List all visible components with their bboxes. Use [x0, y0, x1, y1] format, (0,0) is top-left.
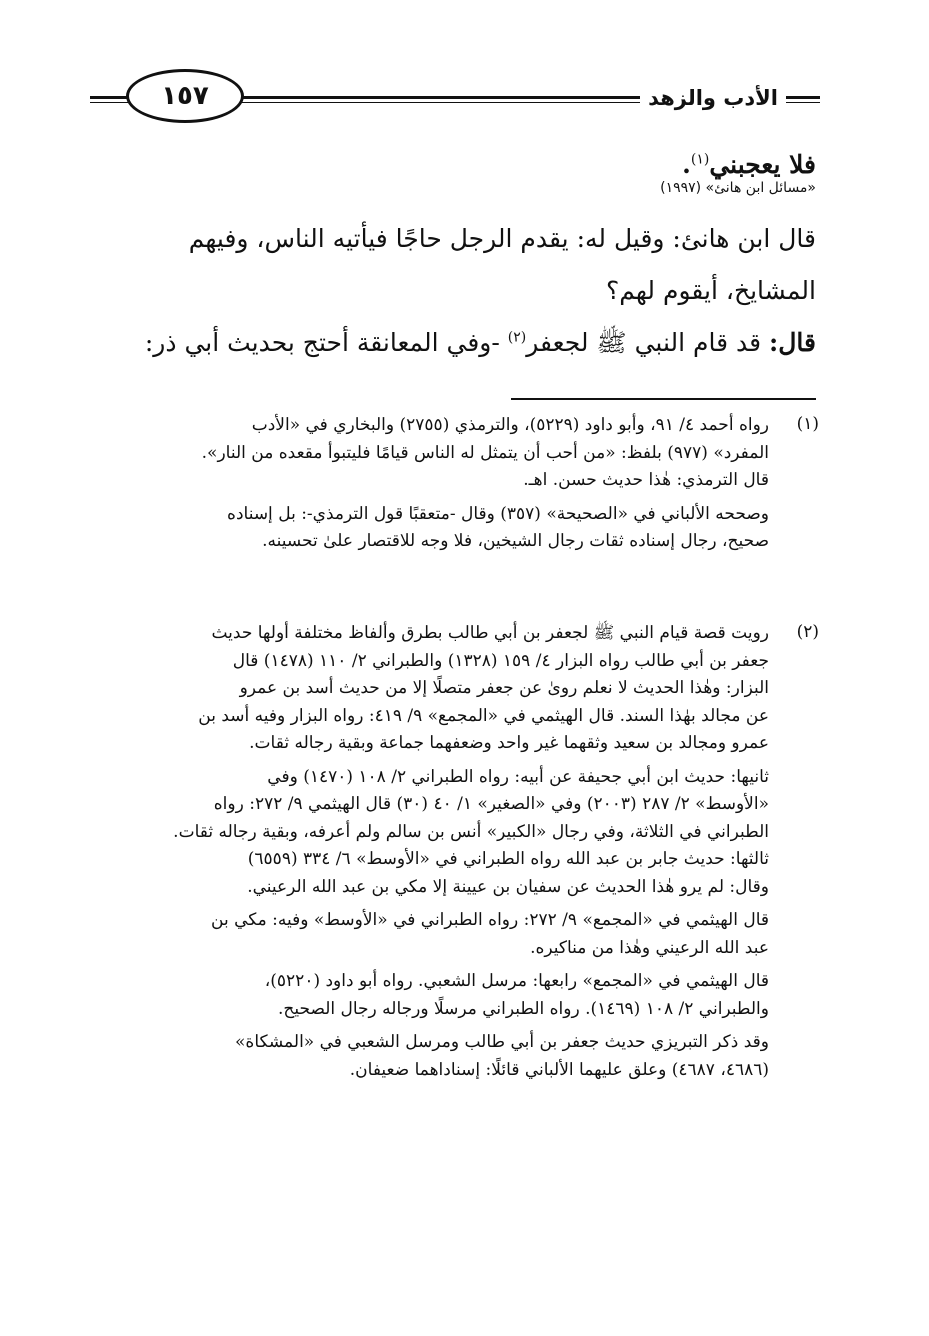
footnote-2-line: البزار: وهٰذا الحديث لا نعلم روىٰ عن جعفر متصلًا إلا من حديث أسد بن عمرو	[239, 678, 769, 698]
footnote-separator	[511, 398, 816, 400]
main-para-3	[116, 318, 816, 368]
footnote-1-number: (١)	[796, 414, 819, 434]
main-line-1-text: فلا يعجبني	[709, 150, 816, 179]
footnote-1-line: المفرد» (٩٧٧) بلفظ: «من أحب أن يتمثل له الناس قيامًا فليتبوأ مقعده من النار».	[201, 442, 769, 463]
footnote-2-line: عبد الله الرعيني وهٰذا من مناكيره.	[530, 937, 769, 958]
footnote-2-line: قال الهيثمي في «المجمع» رابعها: مرسل الشعبي. رواه أبو داود (٥٢٢٠)،	[264, 971, 769, 991]
footnote-2-line: الطبراني في الثلاثة، وفي رجال «الكبير» أنس بن سالم ولم أعرفه، وبقية رجاله ثقات.	[173, 821, 769, 842]
footnote-2-line: عمرو ومجالد بن سعيد وثقهما غير واحد وضعفهما جماعة وبقية رجاله ثقات.	[249, 733, 769, 753]
footnote-2-line: ثالثها: حديث جابر بن عبد الله رواه الطبراني في «الأوسط» ٦/ ٣٣٤ (٦٥٥٩)	[247, 849, 769, 869]
footnote-1-line: وصححه الألباني في «الصحيحة» (٣٥٧) وقال -متعقبًا قول الترمذي-: بل إسناده	[227, 503, 769, 524]
main-para-2-line-1: قال ابن هانئ: وقيل له: يقدم الرجل حاجًا فيأتيه الناس، وفيهم	[188, 224, 816, 253]
footnote-1-line: رواه أحمد ٤/ ٩١، وأبو داود (٥٢٢٩)، والترمذي (٢٧٥٥) والبخاري في «الأدب	[251, 415, 769, 435]
footnote-2-line: وقال: لم يرو هٰذا الحديث عن سفيان بن عيينة إلا مكي بن عبد الله الرعيني.	[247, 876, 769, 897]
footnote-2-line: ثانيها: حديث ابن أبي جحيفة عن أبيه: رواه الطبراني ٢/ ١٠٨ (١٤٧٠) وفي	[267, 766, 769, 787]
footnote-2-line: رويت قصة قيام النبي ﷺ لجعفر بن أبي طالب بطرق وألفاظ مختلفة أولها حديث	[211, 623, 769, 643]
footnote-1-line: قال الترمذي: هٰذا حديث حسن. اهـ.	[523, 470, 769, 490]
footnote-ref-2: (٢)	[507, 329, 527, 346]
footnote-2-line: عن مجالد بهٰذا السند. قال الهيثمي في «المجمع» ٩/ ٤١٩: رواه البزار وفيه أسد بن	[198, 705, 769, 726]
main-para-3-b: -وفي المعانقة أحتج بحديث أبي ذر:	[144, 328, 508, 357]
page-number-badge	[126, 69, 244, 123]
footnote-2	[111, 620, 769, 1084]
footnote-1	[111, 412, 769, 556]
footnote-ref-1: (١)	[690, 151, 710, 168]
footnote-2-number: (٢)	[796, 622, 819, 642]
footnote-2-line: «الأوسط» ٢/ ٢٨٧ (٢٠٠٣) وفي «الصغير» ١/ ٤٠ (٣٠) قال الهيثمي ٩/ ٢٧٢: رواه	[213, 794, 769, 814]
main-line-1-end: .	[682, 150, 691, 179]
footnote-2-line: وقد ذكر التبريزي حديث جعفر بن أبي طالب ومرسل الشعبي في «المشكاة»	[235, 1032, 769, 1052]
chapter-title: الأدب والزهد	[640, 81, 786, 115]
source-note: «مسائل ابن هانئ» (١٩٩٧)	[660, 180, 816, 196]
footnote-2-line: والطبراني ٢/ ١٠٨ (١٤٦٩). رواه الطبراني مرسلًا ورجاله رجال الصحيح.	[277, 998, 769, 1019]
page-header	[90, 72, 820, 124]
page-number: ١٥٧	[161, 81, 209, 111]
main-para-2-line-2: المشايخ، أيقوم لهم؟	[606, 276, 816, 305]
footnote-1-line: صحيح، رجال إسناده ثقات رجال الشيخين، فلا وجه للاقتصار علىٰ تحسينه.	[262, 531, 769, 551]
footnote-2-line: جعفر بن أبي طالب رواه البزار ٤/ ١٥٩ (١٣٢٨) والطبراني ٢/ ١١٠ (١٤٧٨) قال	[232, 650, 769, 671]
main-para-3-lead: قال:	[769, 328, 816, 357]
footnote-2-line: قال الهيثمي في «المجمع» ٩/ ٢٧٢: رواه الطبراني في «الأوسط» وفيه: مكي بن	[211, 910, 769, 930]
main-para-3-a: قد قام النبي ﷺ لجعفر	[526, 328, 770, 357]
footnote-2-line: (٤٦٨٦، ٤٦٨٧) وعلق عليهما الألباني قائلًا: إسناداهما ضعيفان.	[349, 1059, 769, 1080]
